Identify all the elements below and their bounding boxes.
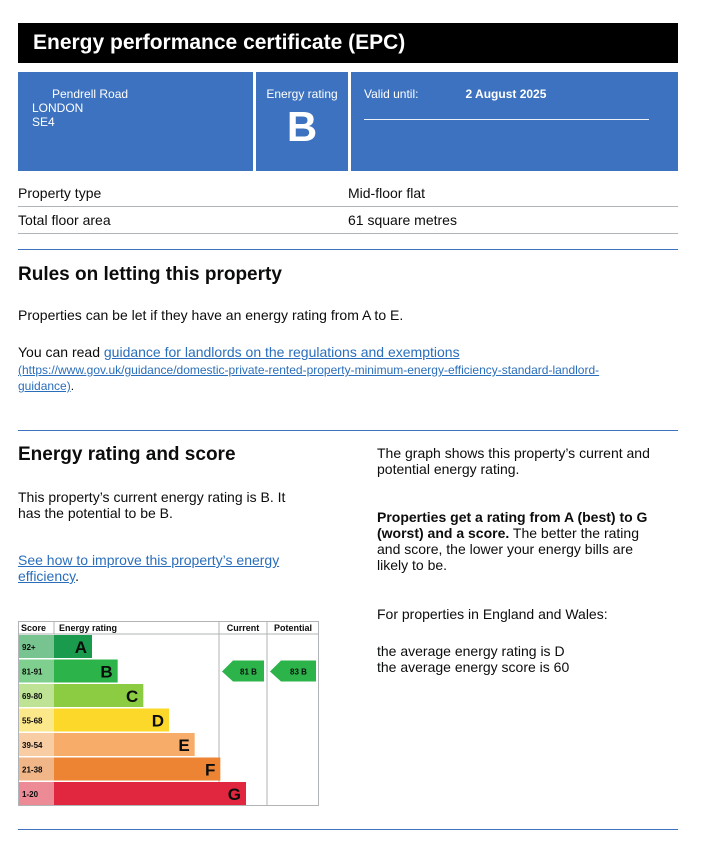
improve-link-line1[interactable]: See how to improve this property’s energy (18, 552, 280, 568)
section-divider (18, 829, 678, 830)
band-letter-b: B (100, 662, 113, 682)
band-score-range: 39-54 (22, 741, 43, 750)
current-rating-line2: has the potential to be B. (18, 505, 173, 521)
property-type-label: Property type (18, 185, 102, 201)
band-letter-a: A (74, 638, 87, 657)
band-score-range: 81-91 (22, 667, 43, 677)
rating-explanation-rest3: likely to be. (377, 557, 448, 573)
valid-until-date: 2 August 2025 (465, 87, 547, 101)
band-bar-f (54, 758, 220, 781)
address-box (18, 72, 253, 171)
graph-description (377, 445, 650, 477)
graph-description-line1: The graph shows this property’s current and (377, 445, 650, 461)
guidance-url-suffix: . (70, 379, 75, 393)
rating-explanation (377, 509, 647, 573)
energy-rating-label: Energy rating (266, 87, 338, 101)
average-text (377, 643, 569, 675)
guidance-url-line2[interactable]: guidance) (18, 379, 71, 393)
band-score-range: 92+ (22, 643, 36, 652)
band-letter-c: C (126, 687, 139, 706)
band-bar-g (54, 782, 246, 805)
graph-description-line2: potential energy rating. (377, 461, 520, 477)
rules-read-prefix: You can read (18, 344, 104, 360)
improve-link-line2[interactable]: efficiency (18, 568, 76, 584)
page-title: Energy performance certificate (EPC) (18, 23, 678, 63)
rating-explanation-rest2: and score, the lower your energy bills are (377, 541, 634, 557)
guidance-link[interactable]: guidance for landlords on the regulations and exemptions (103, 344, 460, 360)
address-line2: LONDON (32, 101, 84, 115)
energy-rating-letter: B (286, 103, 318, 150)
rating-explanation-bold1: Properties get a rating from A (best) to G (377, 509, 648, 525)
improve-suffix: . (75, 568, 79, 584)
band-letter-g: G (227, 785, 241, 804)
address-line3: SE4 (32, 115, 55, 129)
rules-guidance (18, 344, 678, 360)
section-divider (18, 249, 678, 250)
section-divider (18, 430, 678, 431)
valid-underline (364, 119, 649, 120)
energy-rating-graph (18, 621, 319, 806)
guidance-url (18, 362, 678, 394)
guidance-url-line1[interactable]: (https://www.gov.uk/guidance/domestic-private-rented-property-minimum-energy-efficiency-standard-landlord- (18, 363, 600, 377)
current-rating-text (18, 489, 285, 521)
property-type-row (18, 180, 678, 207)
band-letter-e: E (178, 736, 190, 755)
address-line1: Pendrell Road (52, 87, 129, 101)
header-potential: Potential (273, 623, 313, 633)
current-rating-label: 81 B (240, 667, 257, 677)
average-rating: the average energy rating is D (377, 643, 565, 659)
rating-explanation-rest1: The better the rating (509, 525, 639, 541)
rules-text: Properties can be let if they have an energy rating from A to E. (18, 307, 404, 323)
band-letter-d: D (151, 711, 164, 731)
current-rating-line1: This property’s current energy rating is B. It (18, 489, 286, 505)
band-score-range: 69-80 (22, 692, 43, 701)
potential-rating-label: 83 B (290, 667, 307, 677)
rules-heading: Rules on letting this property (18, 264, 282, 285)
average-score: the average energy score is 60 (377, 659, 570, 675)
rating-explanation-bold2: (worst) and a score. (377, 525, 510, 541)
floor-area-row (18, 207, 678, 234)
band-letter-f: F (204, 760, 216, 780)
energy-heading: Energy rating and score (18, 444, 236, 465)
england-wales-text: For properties in England and Wales: (377, 606, 608, 622)
band-score-range: 21-38 (22, 765, 43, 775)
energy-rating-box (256, 72, 348, 171)
valid-until-label: Valid until: (364, 87, 419, 101)
valid-until-box (351, 72, 678, 171)
improve-text (18, 552, 279, 584)
band-score-range: 55-68 (22, 716, 43, 726)
band-score-range: 1-20 (22, 790, 39, 799)
header-current: Current (226, 623, 260, 633)
header-score: Score (21, 623, 47, 633)
header-energy-rating: Energy rating (59, 623, 118, 633)
band-bar-e (54, 733, 195, 756)
floor-area-value: 61 square metres (348, 212, 457, 228)
property-type-value: Mid-floor flat (348, 185, 426, 201)
floor-area-label: Total floor area (18, 212, 111, 228)
